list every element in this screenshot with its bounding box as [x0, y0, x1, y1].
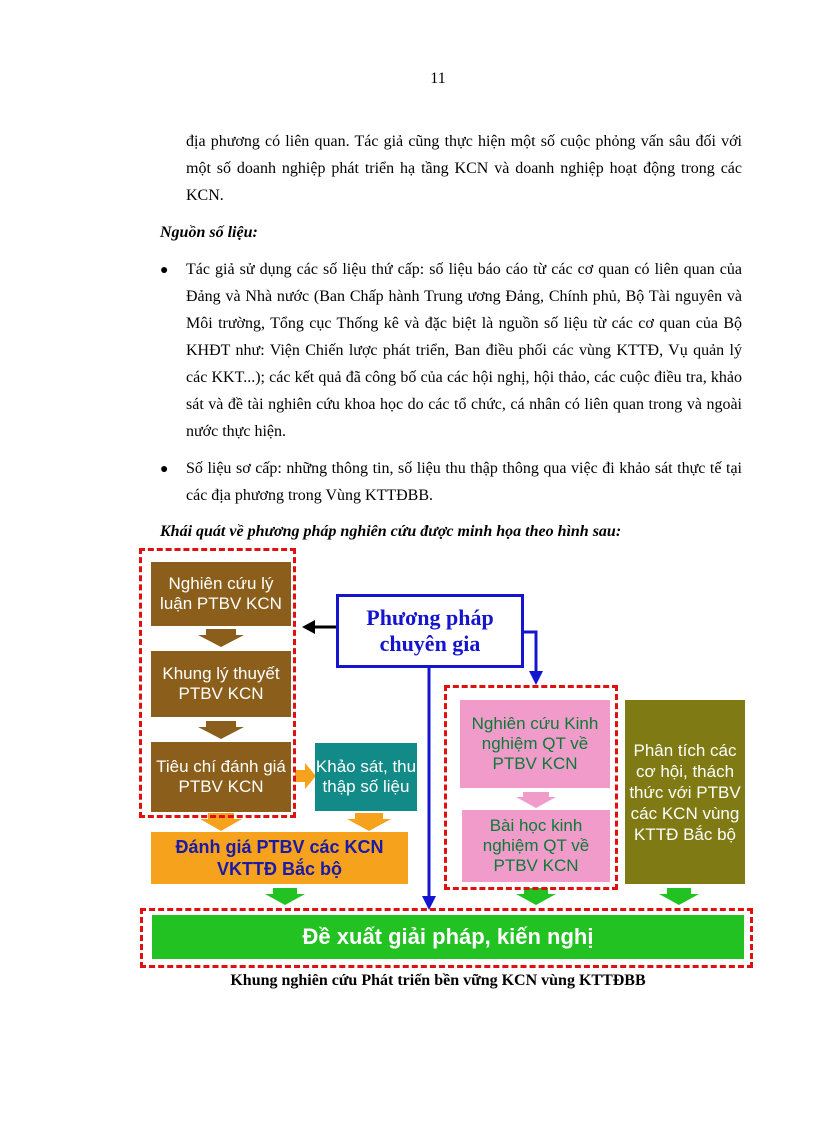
box-proposal: Đề xuất giải pháp, kiến nghị — [152, 915, 744, 959]
box-opportunities-analysis: Phân tích các cơ hội, thách thức với PTBV các KCN vùng KTTĐ Bắc bộ — [625, 700, 745, 884]
arrow-survey-to-assessment — [347, 813, 391, 831]
arrow-analysis-to-proposal — [659, 888, 699, 905]
arrow-expert-to-theory-head — [302, 620, 315, 634]
arrow-lessons-to-proposal — [516, 888, 556, 905]
intro-paragraph: địa phương có liên quan. Tác giả cũng thực hiện một số cuộc phỏng vấn sâu đối với một số doanh nghiệp phát triển hạ tầng KCN và doanh nghiệp hoạt động trong các KCN. — [186, 133, 742, 204]
box-intl-experience-study: Nghiên cứu Kinh nghiệm QT về PTBV KCN — [460, 700, 610, 788]
box-intl-lessons: Bài học kinh nghiệm QT về PTBV KCN — [462, 810, 610, 882]
arrow-expert-to-intl-head — [529, 671, 543, 685]
arrow-assessment-to-proposal — [265, 888, 305, 905]
box-assessment-criteria: Tiêu chí đánh giá PTBV KCN — [151, 742, 291, 812]
box-theory-research: Nghiên cứu lý luận PTBV KCN — [151, 562, 291, 626]
box-expert-method: Phương pháp chuyên gia — [336, 594, 524, 668]
bullet-dot-2: ● — [160, 462, 169, 477]
figure-caption: Khung nghiên cứu Phát triển bền vững KCN vùng KTTĐBB — [230, 972, 646, 989]
box-assessment: Đánh giá PTBV các KCN VKTTĐ Bắc bộ — [151, 832, 408, 884]
sources-heading: Nguồn số liệu: — [160, 224, 258, 241]
bullet-secondary-data: Tác giả sử dụng các số liệu thứ cấp: số liệu báo cáo từ các cơ quan có liên quan của Đảng và Nhà nước (Ban Chấp hành Trung ương Đảng, Chính phủ, Bộ Tài nguyên và Môi trường, Tổng cục Thống kê và đặc biệt là nguồn số liệu từ các cơ quan của Bộ KHĐT như: Viện Chiến lược phát triển, Ban điều phối các vùng KTTĐ, Vụ quản lý các KKT...); các kết quả đã công bố của các hội nghị, hội thảo, các cuộc điều tra, khảo sát và đề tài nghiên cứu khoa học do các tổ chức, cá nhân có liên quan trong và ngoài nước thực hiện. — [186, 261, 742, 440]
bullet-primary-data: Số liệu sơ cấp: những thông tin, số liệu thu thập thông qua việc đi khảo sát thực tế tại các địa phương trong Vùng KTTĐBB. — [186, 460, 742, 504]
method-heading: Khái quát về phương pháp nghiên cứu được minh họa theo hình sau: — [160, 523, 622, 540]
page-number: 11 — [430, 70, 446, 87]
box-survey-data: Khảo sát, thu thập số liệu — [315, 743, 417, 811]
bullet-dot-1: ● — [160, 263, 169, 278]
box-theoretical-framework: Khung lý thuyết PTBV KCN — [151, 651, 291, 717]
arrow-criteria-to-survey — [295, 763, 316, 789]
